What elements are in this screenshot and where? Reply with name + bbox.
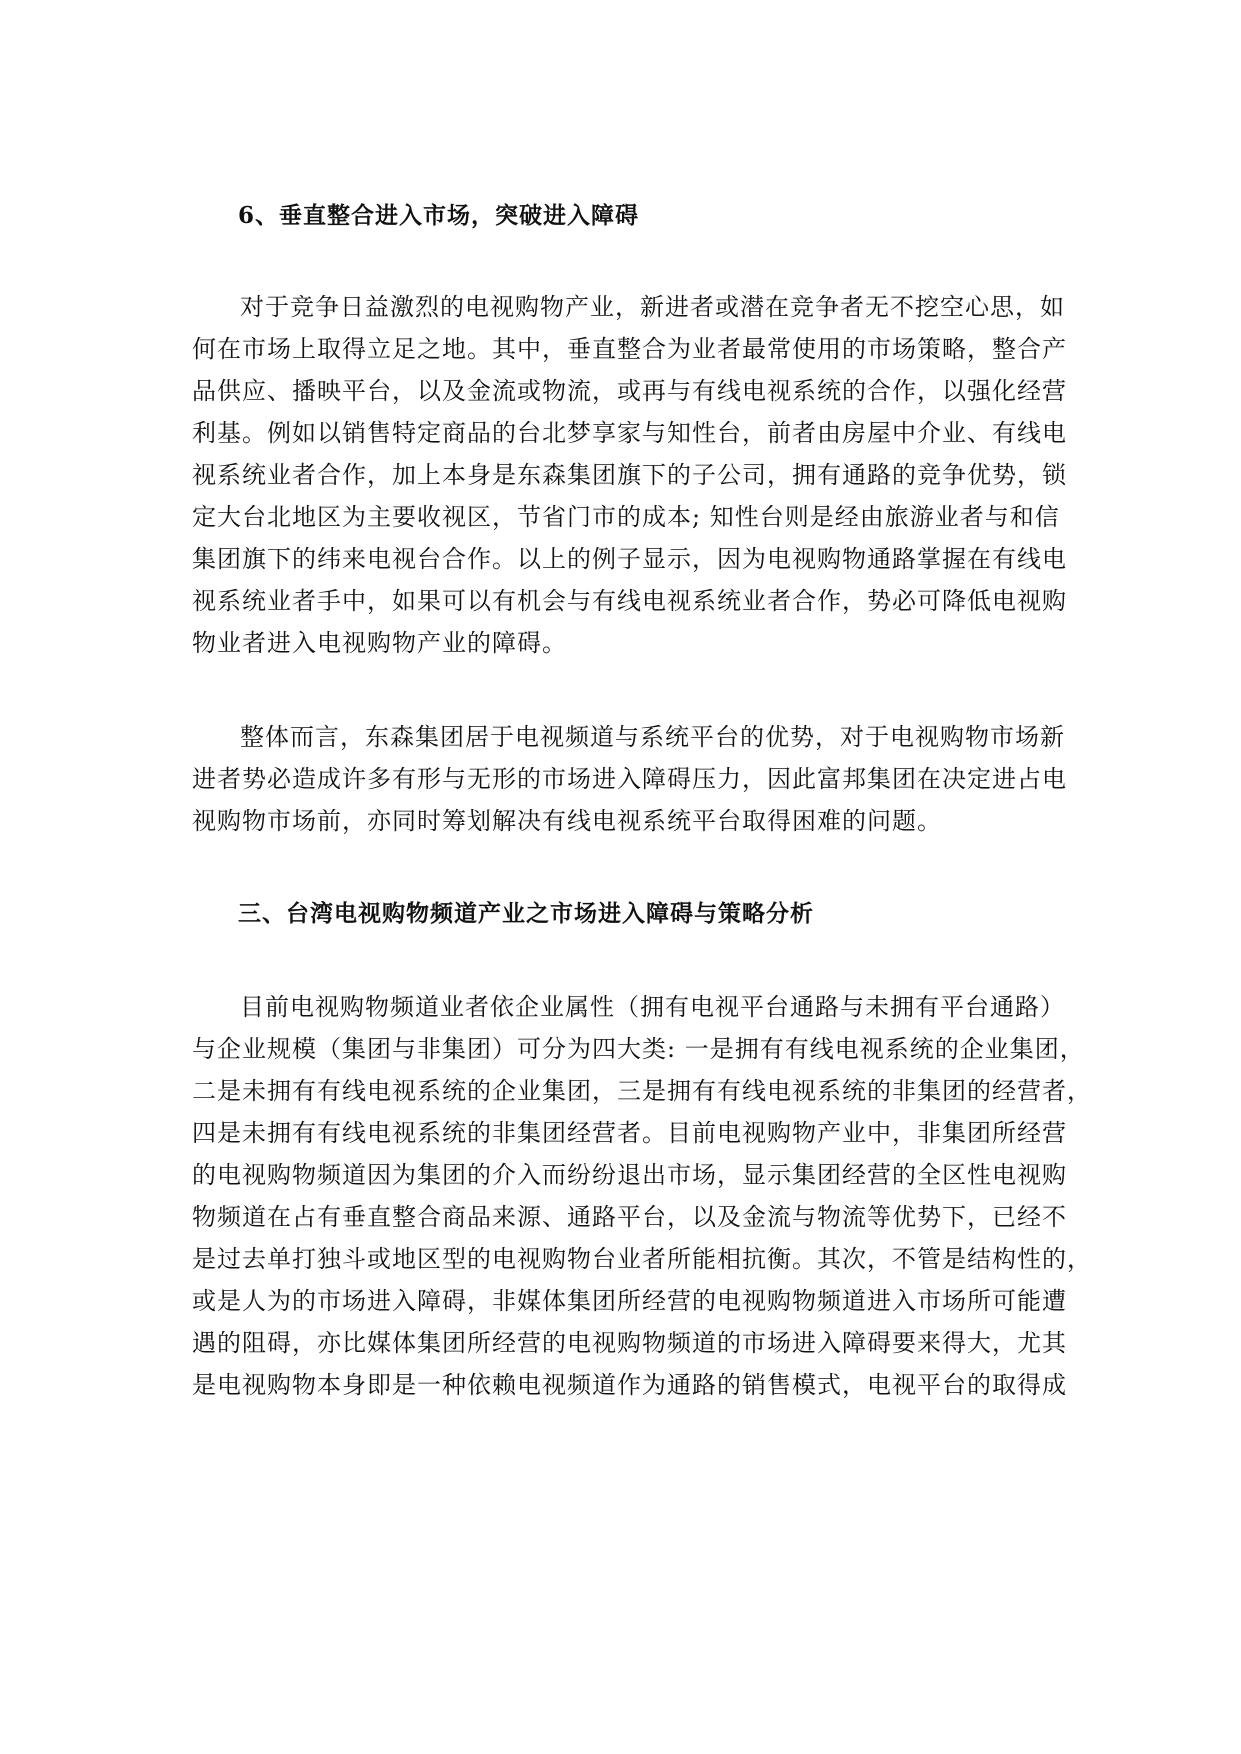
paragraph-line: 与企业规模（集团与非集团）可分为四大类: 一是拥有有线电视系统的企业集团， — [192, 1035, 1085, 1063]
paragraph-vertical-integration — [192, 286, 1067, 664]
paragraph-market-entry — [192, 986, 1092, 1406]
paragraph-line: 利基。例如以销售特定商品的台北梦享家与知性台，前者由房屋中介业、有线电 — [192, 419, 1067, 447]
paragraph-line: 集团旗下的纬来电视台合作。以上的例子显示，因为电视购物通路掌握在有线电 — [192, 545, 1067, 573]
section-heading-3: 三、台湾电视购物频道产业之市场进入障碍与策略分析 — [238, 900, 814, 927]
paragraph-line: 是电视购物本身即是一种依赖电视频道作为通路的销售模式，电视平台的取得成 — [192, 1371, 1067, 1399]
paragraph-line: 品供应、播映平台，以及金流或物流，或再与有线电视系统的合作，以强化经营 — [192, 377, 1067, 405]
paragraph-line: 遇的阻碍，亦比媒体集团所经营的电视购物频道的市场进入障碍要来得大，尤其 — [192, 1329, 1067, 1357]
paragraph-line: 物业者进入电视购物产业的障碍。 — [192, 629, 567, 657]
paragraph-line: 定大台北地区为主要收视区，节省门市的成本; 知性台则是经由旅游业者与和信 — [192, 503, 1060, 531]
paragraph-line: 二是未拥有有线电视系统的企业集团，三是拥有有线电视系统的非集团的经营者， — [192, 1077, 1092, 1105]
document-body — [192, 196, 1092, 1406]
paragraph-line: 视系统业者手中，如果可以有机会与有线电视系统业者合作，势必可降低电视购 — [192, 587, 1067, 615]
paragraph-line: 或是人为的市场进入障碍，非媒体集团所经营的电视购物频道进入市场所可能遭 — [192, 1287, 1067, 1315]
paragraph-line: 目前电视购物频道业者依企业属性（拥有电视平台通路与未拥有平台通路） — [240, 993, 1065, 1021]
paragraph-overall — [192, 716, 1067, 842]
paragraph-line: 视系统业者合作，加上本身是东森集团旗下的子公司，拥有通路的竞争优势，锁 — [192, 461, 1067, 489]
paragraph-line: 的电视购物频道因为集团的介入而纷纷退出市场，显示集团经营的全区性电视购 — [192, 1161, 1067, 1189]
paragraph-line: 视购物市场前，亦同时筹划解决有线电视系统平台取得困难的问题。 — [192, 807, 942, 835]
paragraph-line: 整体而言，东森集团居于电视频道与系统平台的优势，对于电视购物市场新 — [240, 723, 1065, 751]
paragraph-line: 四是未拥有有线电视系统的非集团经营者。目前电视购物产业中，非集团所经营 — [192, 1119, 1067, 1147]
paragraph-line: 物频道在占有垂直整合商品来源、通路平台，以及金流与物流等优势下，已经不 — [192, 1203, 1067, 1231]
paragraph-line: 进者势必造成许多有形与无形的市场进入障碍压力，因此富邦集团在决定进占电 — [192, 765, 1067, 793]
paragraph-line: 是过去单打独斗或地区型的电视购物台业者所能相抗衡。其次，不管是结构性的， — [192, 1245, 1092, 1273]
paragraph-line: 何在市场上取得立足之地。其中，垂直整合为业者最常使用的市场策略，整合产 — [192, 335, 1067, 363]
section-heading-6: 6、垂直整合进入市场，突破进入障碍 — [238, 202, 640, 229]
paragraph-line: 对于竞争日益激烈的电视购物产业，新进者或潜在竞争者无不挖空心思，如 — [240, 293, 1065, 321]
